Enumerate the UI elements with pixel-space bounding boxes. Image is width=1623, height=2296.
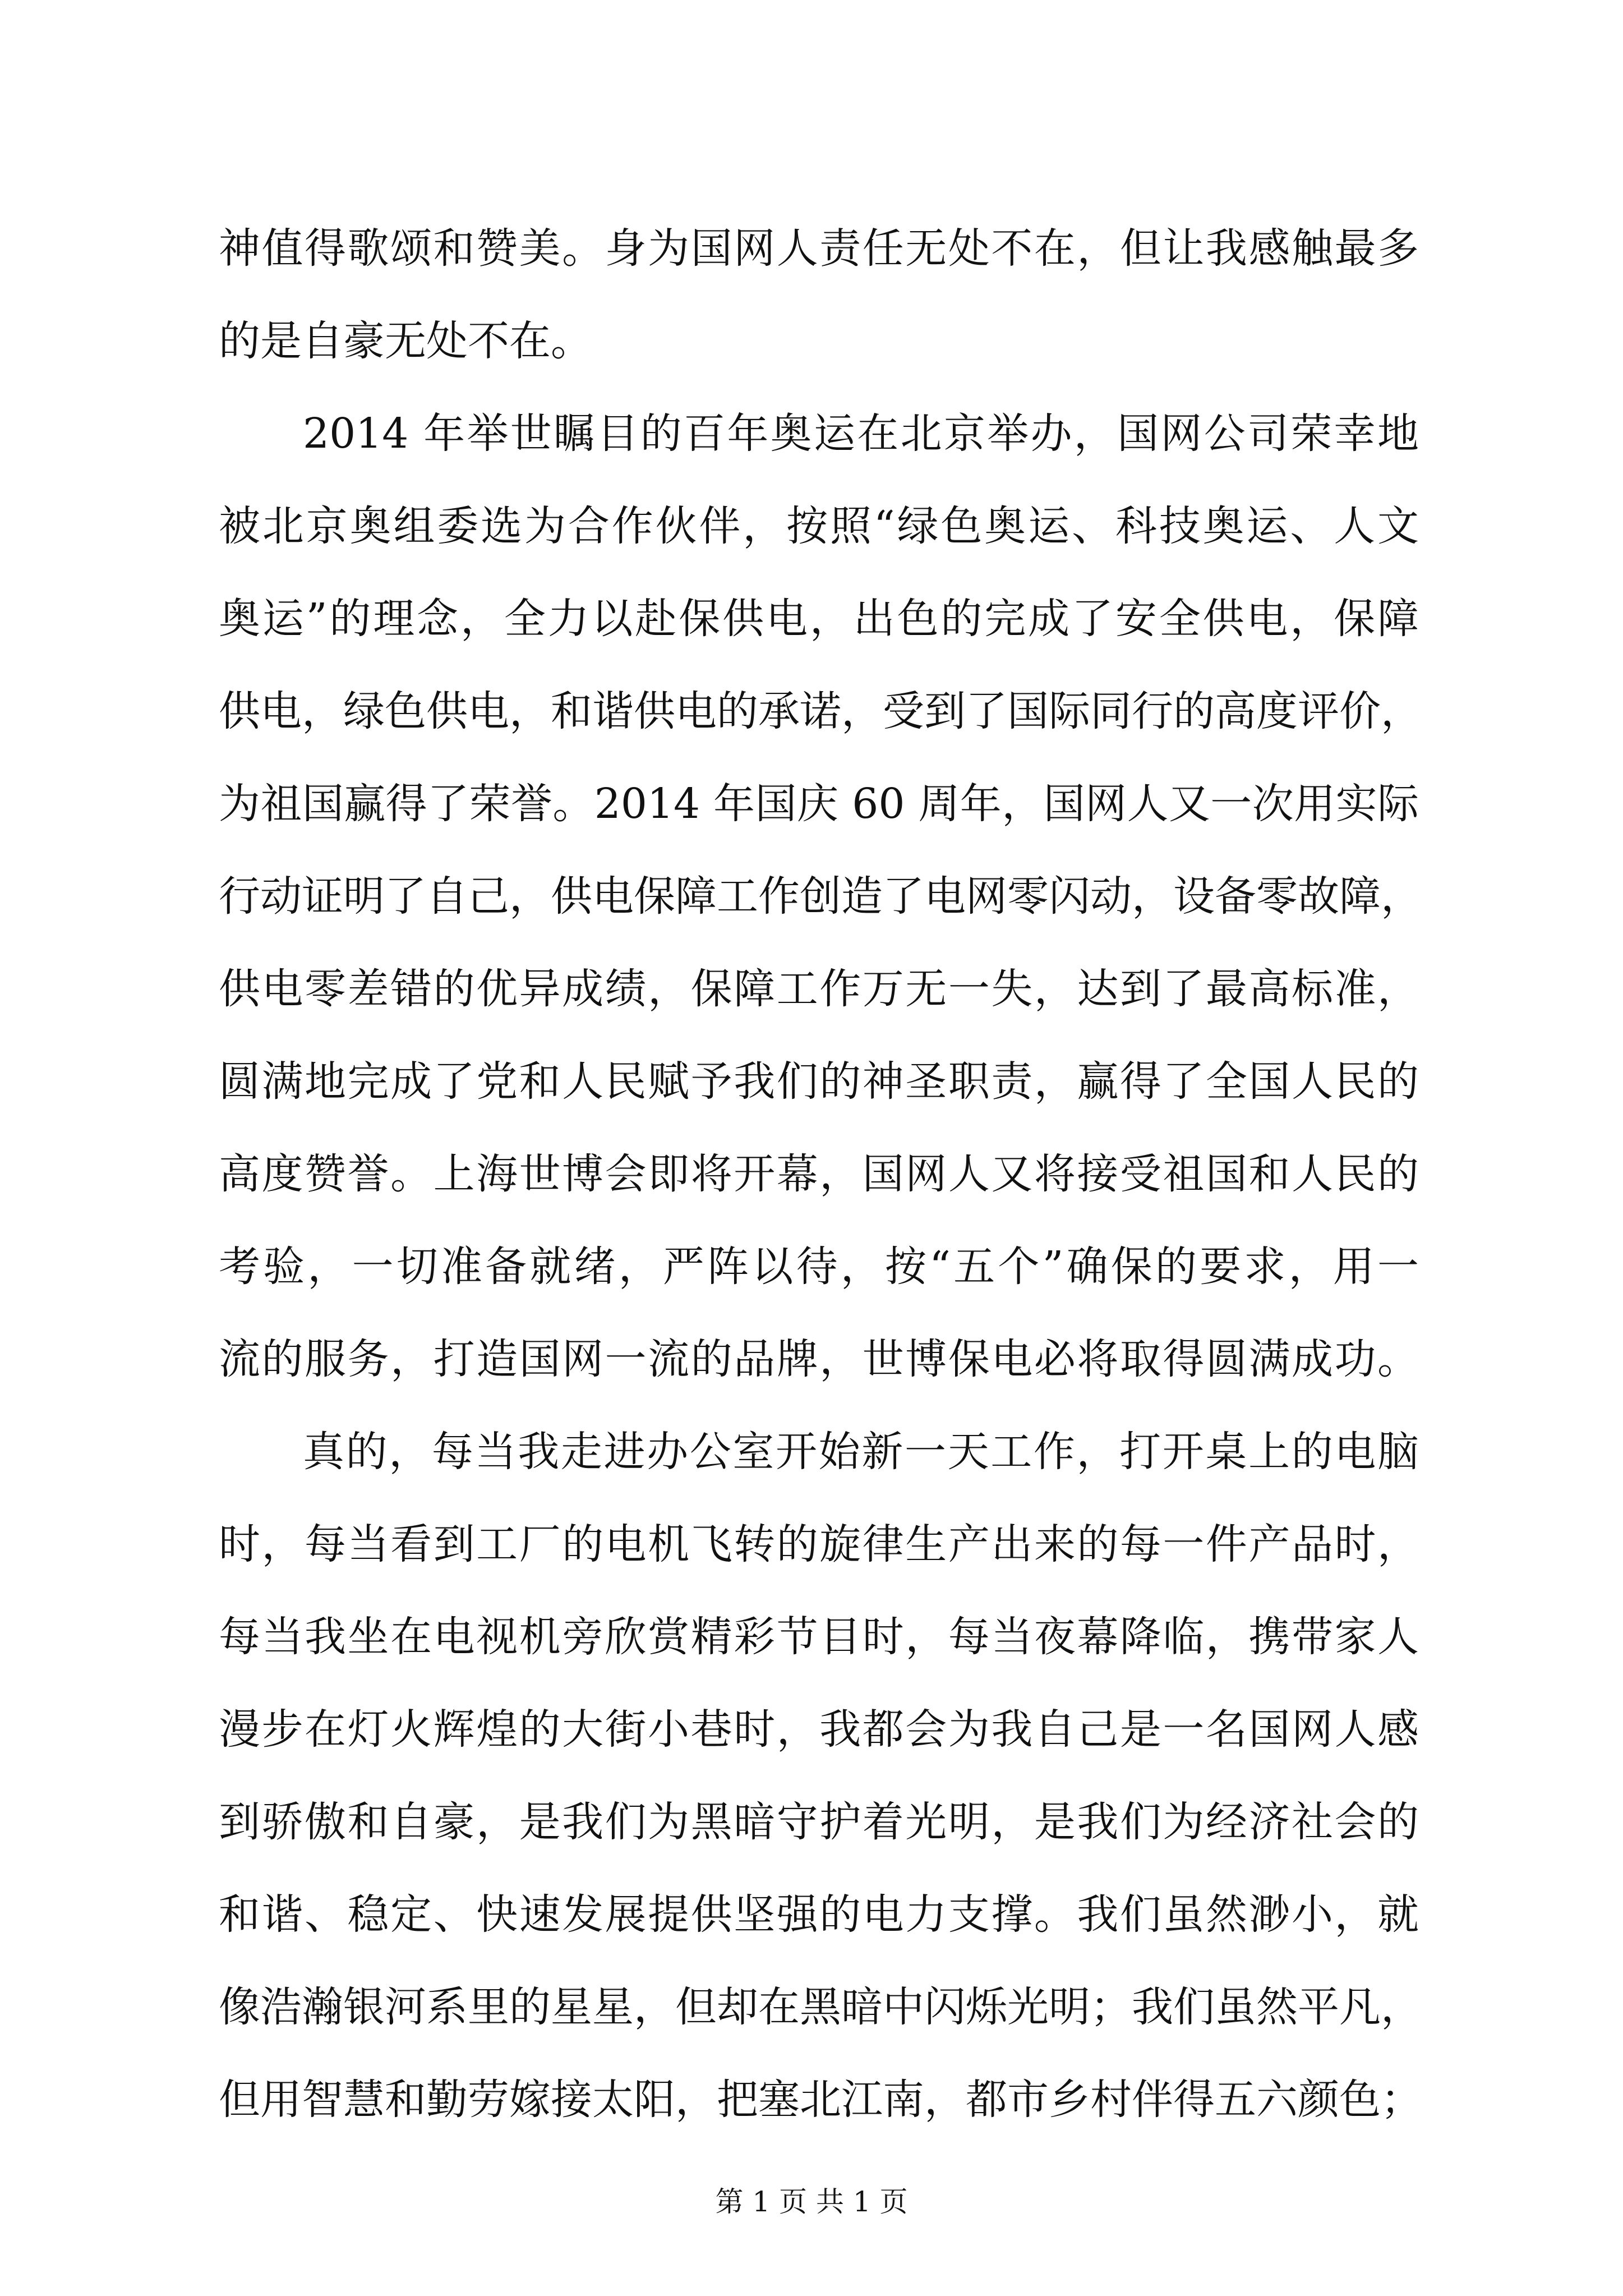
text-line: 为祖国赢得了荣誉。2014 年国庆 60 周年，国网人又一次用实际 [219,780,1419,828]
text-line: 漫步在灯火辉煌的大街小巷时，我都会为我自己是一名国网人感 [219,1705,1419,1754]
text-line: 真的，每当我走进办公室开始新一天工作，打开桌上的电脑 [303,1428,1419,1476]
text-line: 奥运”的理念，全力以赴保供电，出色的完成了安全供电，保障 [219,595,1419,643]
text-line: 神值得歌颂和赞美。身为国网人责任无处不在，但让我感触最多 [219,224,1419,273]
text-line: 圆满地完成了党和人民赋予我们的神圣职责，赢得了全国人民的 [219,1057,1419,1106]
text-line: 的是自豪无处不在。 [219,317,592,365]
text-line: 时，每当看到工厂的电机飞转的旋律生产出来的每一件产品时， [219,1520,1419,1568]
page-footer: 第 1 页 共 1 页 [715,2185,908,2218]
text-line: 供电零差错的优异成绩，保障工作万无一失，达到了最高标准， [219,965,1419,1013]
text-line: 2014 年举世瞩目的百年奥运在北京举办，国网公司荣幸地 [303,409,1419,458]
text-line: 行动证明了自己，供电保障工作创造了电网零闪动，设备零故障， [219,872,1422,921]
text-line: 考验，一切准备就绪，严阵以待，按“五个”确保的要求，用一 [219,1243,1419,1291]
text-line: 到骄傲和自豪，是我们为黑暗守护着光明，是我们为经济社会的 [219,1798,1419,1846]
text-line: 高度赞誉。上海世博会即将开幕，国网人又将接受祖国和人民的 [219,1150,1419,1198]
text-line: 供电，绿色供电，和谐供电的承诺，受到了国际同行的高度评价， [219,687,1422,735]
text-line: 但用智慧和勤劳嫁接太阳，把塞北江南，都市乡村伴得五六颜色； [219,2076,1422,2124]
text-line: 和谐、稳定、快速发展提供坚强的电力支撑。我们虽然渺小，就 [219,1890,1419,1939]
text-line: 流的服务，打造国网一流的品牌，世博保电必将取得圆满成功。 [219,1335,1419,1383]
text-line: 每当我坐在电视机旁欣赏精彩节目时，每当夜幕降临，携带家人 [219,1613,1419,1661]
text-line: 被北京奥组委选为合作伙伴，按照“绿色奥运、科技奥运、人文 [219,502,1419,550]
text-line: 像浩瀚银河系里的星星，但却在黑暗中闪烁光明；我们虽然平凡， [219,1983,1422,2031]
